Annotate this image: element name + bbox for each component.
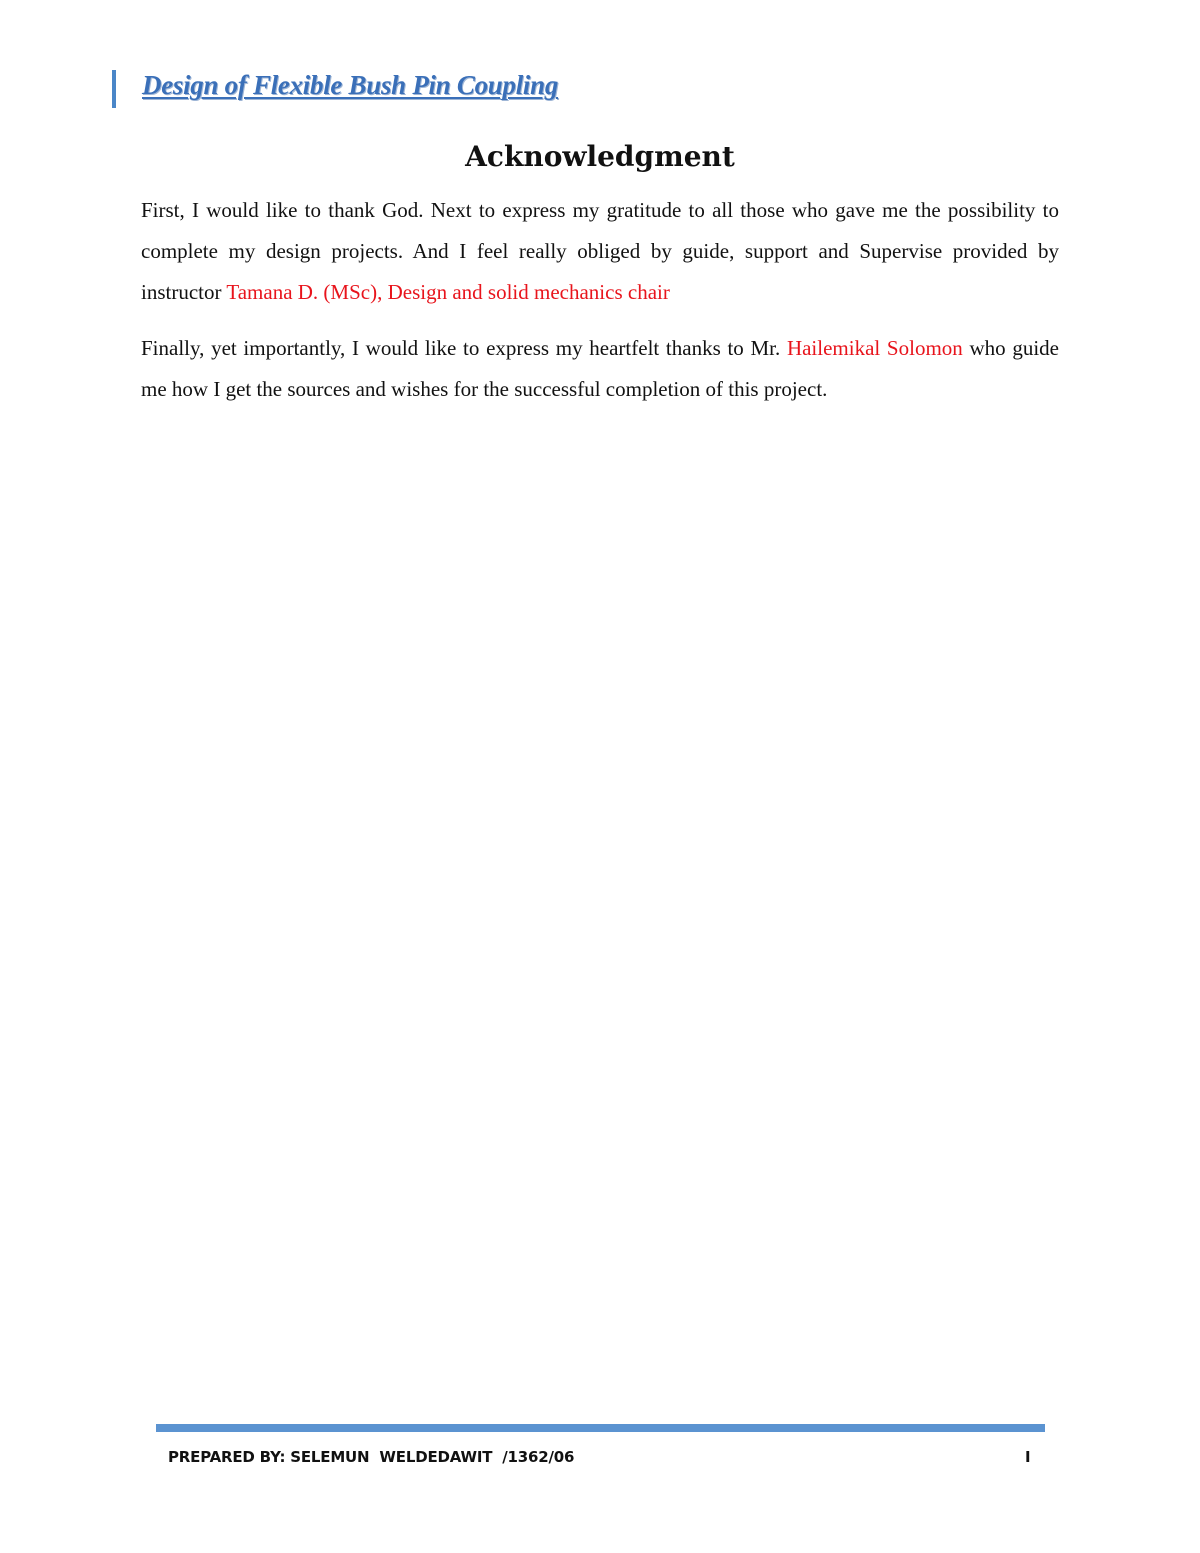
footer-prepared-by: PREPARED BY: SELEMUN WELDEDAWIT /1362/06 <box>168 1448 575 1466</box>
footer-rule <box>156 1424 1045 1432</box>
paragraph-2-text-end: who guide me how I get the sources and wishes for the successful completion of this project. <box>141 336 1059 401</box>
paragraph-2 <box>141 328 1059 410</box>
page-title: Acknowledgment <box>465 140 735 173</box>
header-accent-bar <box>112 70 116 108</box>
header-title: Design of Flexible Bush Pin Coupling <box>142 70 559 100</box>
instructor-name: Tamana D. (MSc), Design and solid mechanics chair <box>226 280 670 304</box>
mentor-name: Hailemikal Solomon <box>786 336 963 360</box>
paragraph-2-text-start: Finally, yet importantly, I would like to express my heartfelt thanks to Mr. <box>141 336 787 360</box>
page-number: I <box>1025 1448 1031 1466</box>
paragraph-1-text: First, I would like to thank God. Next to express my gratitude to all those who gave me the possibility to complete my design projects. And I feel really obliged by guide, support and Supervise provided by instructor <box>141 198 1059 304</box>
paragraph-1 <box>141 190 1059 313</box>
